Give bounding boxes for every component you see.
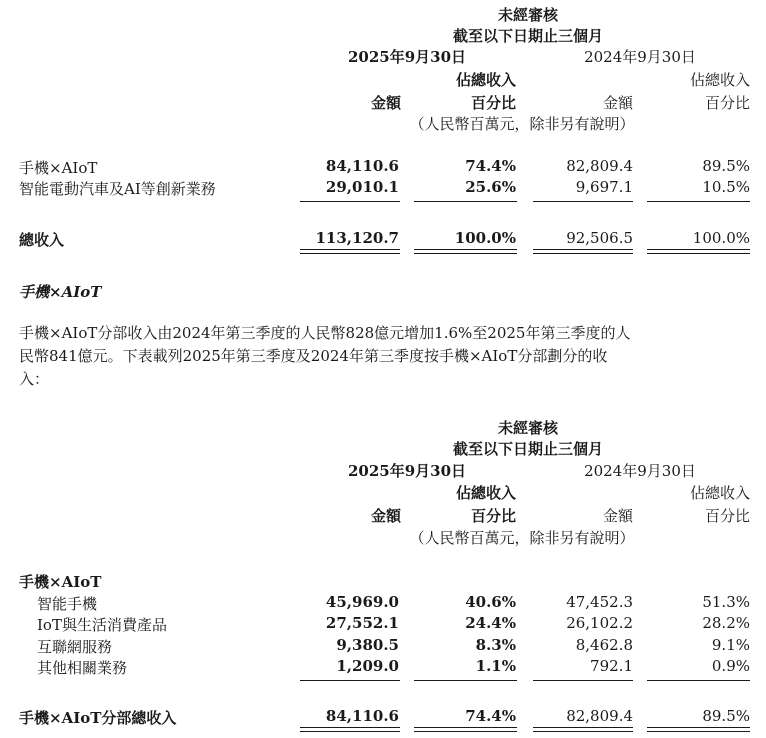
total-amount-current: 113,120.7: [315, 229, 399, 247]
table1-unaudited: 未經審核: [497, 6, 559, 24]
table2-amount-prior: 金額: [602, 507, 633, 525]
row-pct-prior: 51.3%: [702, 593, 750, 611]
row-pct-current: 40.6%: [465, 593, 516, 611]
table1-amount-prior: 金額: [602, 94, 633, 112]
table2-pct-line1-prior: 佔總收入: [689, 484, 750, 502]
rule-double: [300, 249, 400, 254]
table2-unit: （人民幣百萬元，除非另有說明）: [409, 529, 635, 547]
row-amount-current: 1,209.0: [336, 657, 399, 675]
rule-single: [533, 201, 633, 202]
row-pct-current: 24.4%: [465, 614, 516, 632]
row-amount-current: 27,552.1: [325, 614, 399, 632]
table1-pct-line1-current: 佔總收入: [455, 71, 516, 89]
row-pct-prior: 0.9%: [711, 657, 750, 675]
table2-period: 截至以下日期止三個月: [452, 440, 604, 458]
rule-single: [300, 680, 400, 681]
table1-pct-line2-current: 百分比: [470, 94, 516, 112]
rule-double: [533, 249, 633, 254]
total-label: 總收入: [19, 231, 65, 249]
total-amount-current: 84,110.6: [325, 707, 399, 725]
rule-double: [414, 249, 517, 254]
row-amount-prior: 9,697.1: [575, 178, 633, 196]
rule-double: [414, 727, 517, 732]
row-pct-prior: 28.2%: [702, 614, 750, 632]
row-pct-prior: 10.5%: [702, 178, 750, 196]
table1-date-current: 2025年9月30日: [347, 48, 467, 66]
row-label: IoT與生活消費產品: [37, 616, 167, 634]
table1-amount-current: 金額: [370, 94, 401, 112]
row-amount-current: 84,110.6: [325, 157, 399, 175]
row-label: 互聯網服務: [37, 638, 113, 656]
total-pct-current: 74.4%: [465, 707, 516, 725]
rule-double: [300, 727, 400, 732]
rule-double: [647, 249, 750, 254]
row-label: 智能電動汽車及AI等創新業務: [19, 180, 216, 198]
rule-single: [414, 680, 517, 681]
section-heading: 手機×AIoT: [19, 283, 102, 301]
rule-single: [414, 201, 517, 202]
rule-single: [647, 201, 750, 202]
row-label: 手機×AIoT: [19, 159, 98, 177]
rule-single: [300, 201, 400, 202]
paragraph-line: 手機×AIoT分部收入由2024年第三季度的人民幣828億元增加1.6%至2025年第三季度的人: [19, 324, 631, 342]
total-amount-prior: 82,809.4: [566, 707, 633, 725]
row-pct-prior: 89.5%: [702, 157, 750, 175]
group-label: 手機×AIoT: [19, 573, 102, 591]
table2-pct-line2-current: 百分比: [470, 507, 516, 525]
row-label: 智能手機: [37, 595, 98, 613]
row-amount-prior: 26,102.2: [566, 614, 633, 632]
table2-amount-current: 金額: [370, 507, 401, 525]
table2-pct-line1-current: 佔總收入: [455, 484, 516, 502]
total-amount-prior: 92,506.5: [566, 229, 633, 247]
table2-date-current: 2025年9月30日: [347, 462, 467, 480]
table1-date-prior: 2024年9月30日: [584, 48, 696, 66]
table1-pct-line2-prior: 百分比: [704, 94, 750, 112]
row-amount-prior: 8,462.8: [575, 636, 633, 654]
paragraph-line: 民幣841億元。下表載列2025年第三季度及2024年第三季度按手機×AIoT分部劃分的收: [19, 347, 608, 365]
row-amount-prior: 82,809.4: [566, 157, 633, 175]
row-pct-current: 1.1%: [475, 657, 516, 675]
table2-pct-line2-prior: 百分比: [704, 507, 750, 525]
rule-double: [647, 727, 750, 732]
row-amount-current: 29,010.1: [325, 178, 399, 196]
table1-unit: （人民幣百萬元，除非另有說明）: [409, 115, 635, 133]
rule-double: [533, 727, 633, 732]
row-pct-prior: 9.1%: [711, 636, 750, 654]
row-pct-current: 74.4%: [465, 157, 516, 175]
table1-pct-line1-prior: 佔總收入: [689, 71, 750, 89]
table2-unaudited: 未經審核: [497, 419, 559, 437]
row-amount-prior: 792.1: [590, 657, 633, 675]
table1-period: 截至以下日期止三個月: [452, 27, 604, 45]
total-label: 手機×AIoT分部總收入: [19, 709, 177, 727]
table2-date-prior: 2024年9月30日: [584, 462, 696, 480]
paragraph-line: 入：: [19, 370, 50, 388]
total-pct-prior: 89.5%: [702, 707, 750, 725]
row-amount-current: 45,969.0: [325, 593, 399, 611]
rule-single: [647, 680, 750, 681]
total-pct-prior: 100.0%: [692, 229, 750, 247]
row-amount-current: 9,380.5: [336, 636, 399, 654]
row-label: 其他相關業務: [37, 659, 128, 677]
rule-single: [533, 680, 633, 681]
total-pct-current: 100.0%: [454, 229, 516, 247]
row-amount-prior: 47,452.3: [566, 593, 633, 611]
row-pct-current: 8.3%: [475, 636, 516, 654]
row-pct-current: 25.6%: [465, 178, 516, 196]
